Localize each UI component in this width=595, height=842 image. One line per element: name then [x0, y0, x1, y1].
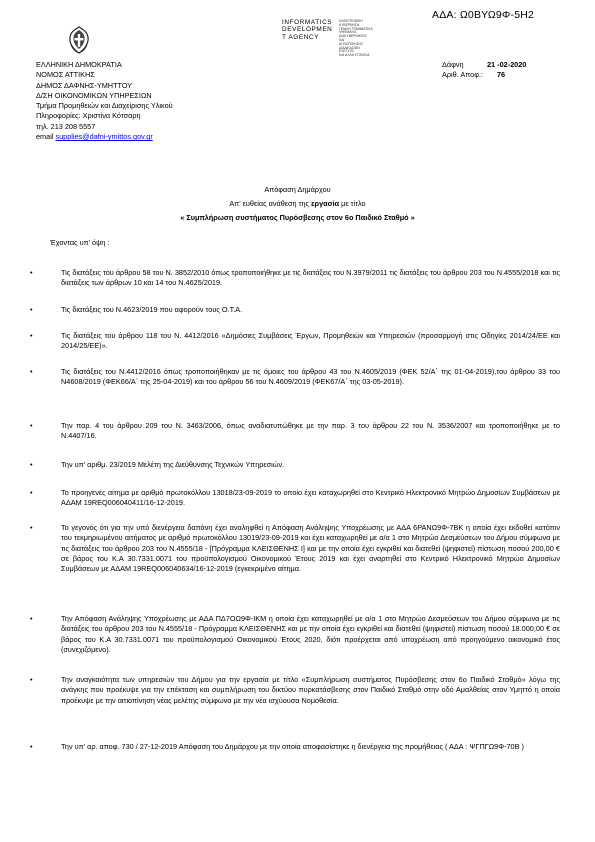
agency-small-line: ΔΙΑΔΙΚΑΣΙΩΝ: [339, 45, 360, 50]
agency-small-line: ΑΠΛΟΠΟΙΗΣΗΣ: [339, 41, 363, 46]
list-item-text: Την υπ' αρ. αποφ. 730 / 27-12-2019 Απόφαση του Δημάρχου με την οποία αποφασίστηκε η διενέργεια της προμήθειας ( ΑΔΑ : ΨΓΠΓΩ9Φ-70Β ): [61, 742, 524, 751]
bullet-icon: •: [30, 268, 33, 277]
agency-name: [282, 19, 332, 41]
bullet-icon: •: [30, 367, 33, 376]
coat-of-arms-icon: [68, 26, 90, 54]
agency-small-line: ΓΕΝΙΚΗ ΓΡΑΜΜΑΤΕΙΑ: [339, 26, 373, 31]
sender-email-row: [36, 132, 173, 142]
list-item-text: Την παρ. 4 του άρθρου 209 του Ν. 3463/2006, όπως αναδιατυπώθηκε με την παρ. 3 του άρθρου 22 του Ν. 3536/2007 και τροποποιήθηκε με το Ν.4407/16.: [61, 421, 560, 441]
list-item-text: Τις διατάξεις του άρθρου 118 του Ν. 4412/2016 «Δημόσιες Συμβάσεις Έργων, Προμηθειών και Υπηρεσιών (προσαρμογή στις Οδηγίες 2014/24/ΕΕ και 2014/25/ΕΕ)».: [61, 331, 560, 351]
agency-small-line: ΗΛΕΚΤΡΟΝΙΚΗ: [339, 19, 363, 23]
list-item-text: Το γεγονός ότι για την υπό διενέργεια δαπάνη έχει αναληφθεί η Απόφαση Ανάληψης Υποχρέωσης με ΑΔΑ 6ΡΑΝΩ9Φ-7ΒΚ η οποία έχει εκδοθεί κατόπιν του τεκμηριωμένου αιτήματος με αριθμό πρωτοκόλλου 13019/23-09-2019 και έχει καταχωρηθεί με α/α 1 στο Μητρώο Δεσμεύσεων του Δήμου σύμφωνα με τις διατάξεις του άρθρου 203 του Ν.4555/18 - [Πρόγραμμα ΚΛΕΙΣΘΕΝΗΣ Ι] και με την οποία έχει εγκριθεί και διατεθεί (ψηφιστεί) πίστωση ποσού 200,00 € σε βάρος του Κ.Α 30.7331.0071 του προϋπολογισμού Οικονομικού Έτους 2019 και έχει αναρτηθεί στο Κεντρικό Ηλεκτρονικό Μητρώο Δημοσίων Συμβάσεων με ΑΔΑΜ 19REQ006040634/16-12-2019 (εγκεκριμένο αίτημα.: [61, 523, 560, 574]
sender-line: ΝΟΜΟΣ ΑΤΤΙΚΗΣ: [36, 70, 95, 80]
sender-line: Τμήμα Προμηθειών και Διαχείρισης Υλικού: [36, 101, 173, 111]
decision-meta: [442, 60, 526, 81]
agency-small-line: ΕΛΕΓΧΟΣ: [339, 49, 355, 54]
heading-subtitle-post: με τίτλο: [339, 199, 366, 208]
agency-line: INFORMATICS: [282, 19, 333, 26]
list-item-text: Την Απόφαση Ανάληψης Υποχρέωσης με ΑΔΑ ΠΔ7ΟΩ9Φ-ΙΚΜ η οποία έχει καταχωρηθεί με α/α 1 στο Μητρώο Δεσμεύσεων του Δήμου σύμφωνα με τις διατάξεις του άρθρου 203 του Ν.4555/18 - Πρόγραμμα ΚΛΕΙΣΘΕΝΗΣ και με την οποία έχει εγκριθεί και διατεθεί (ψηφιστεί) πίστωση ποσού 18.000,00 € σε βάρος του Κ.Α 30.7331.0071 του προϋπολογισμού Οικονομικού Έτους 2020, διότι προέρχεται από υποχρέωση από προηγούμενο οικονομικό έτος (συνεχιζόμενο).: [61, 614, 560, 654]
agency-small-line: ΚΑΙ: [339, 37, 345, 42]
sender-line: ΔΗΜΟΣ ΔΑΦΝΗΣ-ΥΜΗΤΤΟΥ: [36, 80, 133, 90]
list-item-text: Τις διατάξεις του Ν.4623/2019 που αφορούν τους Ο.Τ.Α.: [61, 305, 243, 314]
sender-block: [36, 60, 173, 142]
bullet-icon: •: [30, 742, 33, 751]
bullet-icon: •: [30, 523, 33, 532]
agency-small-line: ΨΗΦΙΑΚΗΣ: [339, 30, 357, 35]
email-link[interactable]: supplies@dafni-ymittos.gov.gr: [55, 132, 153, 142]
agency-small-print: [339, 20, 373, 58]
sender-line: Πληροφορίες: Χριστίνα Κότσαρη: [36, 111, 141, 121]
decision-number-label: Αριθ. Αποφ.:: [442, 70, 483, 80]
bullet-icon: •: [30, 421, 33, 430]
heading-subtitle: [0, 199, 595, 208]
email-label: email: [36, 132, 56, 142]
sender-line: ΕΛΛΗΝΙΚΗ ΔΗΜΟΚΡΑΤΙΑ: [36, 60, 122, 69]
bullet-icon: •: [30, 614, 33, 623]
agency-small-line: ΚΑΙ ΑΛΛΑ ΣΤΟΙΧΕΙΑ: [339, 53, 370, 58]
list-item-text: Τις διατάξεις του άρθρου 58 του Ν. 3852/2010 όπως τροποποιήθηκε με τις διατάξεις του Ν.3979/2011 τις διατάξεις του άρθρου 203 του Ν.4555/2018 και τις διατάξεις των άρθρων 10 και 14 του Ν.4625/2019.: [61, 268, 560, 288]
agency-line: T AGENCY: [282, 33, 319, 41]
bullet-icon: •: [30, 305, 33, 314]
bullet-icon: •: [30, 675, 33, 684]
heading-project-title: « Συμπλήρωση συστήματος Πυρόσβεσης στον 6ο Παιδικό Σταθμό »: [180, 213, 415, 222]
list-item-text: Τις διατάξεις του Ν.4412/2016 όπως τροποποιήθηκαν με τις όμοιες του άρθρου 43 του Ν.4605/2019 (ΦΕΚ 52/Α΄ της 01-04-2019),του άρθρου 33 του Ν4608/2019 (ΦΕΚ66/Α΄ της 25-04-2019) και του άρθρου 56 του Ν.4609/2019 (ΦΕΚ67/Α΄ της 03-05-2019).: [61, 367, 560, 387]
heading-title: Απόφαση Δημάρχου: [264, 185, 331, 194]
agency-line: DEVELOPMEN: [282, 26, 333, 34]
list-item-text: Την υπ' αριθμ. 23/2019 Μελέτη της Διεύθυνσης Τεχνικών Υπηρεσιών.: [61, 460, 285, 469]
considering-intro: Έχοντας υπ' όψη :: [50, 238, 110, 247]
ada-code: ΑΔΑ: Ω0ΒΥΩ9Φ-5Η2: [432, 9, 535, 21]
sender-line: Δ/ΣΗ ΟΙΚΟΝΟΜΙΚΩΝ ΥΠΗΡΕΣΙΩΝ: [36, 90, 152, 100]
date-value: 21 -02-2020: [487, 60, 527, 69]
heading-subtitle-bold: εργασία: [311, 199, 340, 208]
bullet-icon: •: [30, 331, 33, 340]
list-item-text: Το προηγενές αίτημα με αριθμό πρωτοκόλλου 13018/23-09-2019 το οποίο έχει καταχωρηθεί στο Κεντρικό Ηλεκτρονικό Μητρώο Δημοσίων Συμβάσεων με ΑΔΑΜ 19REQ006040411/16-12-2019.: [61, 488, 560, 508]
heading-subtitle-pre: Απ' ευθείας ανάθεση της: [229, 199, 312, 208]
bullet-icon: •: [30, 460, 33, 469]
list-item-text: Την αναγκαιότητα των υπηρεσιών του Δήμου για την εργασία με τίτλο «Συμπλήρωση συστήματος Πυρόσβεσης στον 6ο Παιδικό Σταθμό» λόγω της ανάγκης που προέκυψε για την επέκταση και συμπλήρωση του δικτύου πυρκατάσβεσης στον Παιδικό Σταθμό στην οδό Αμαλθείας στον Υμηττό η οποία προέκυψε με την αιτιοπίνηση νέας μελέτης σύμφωνα με την νέα ισχύουσα Νομοθεσία.: [61, 675, 560, 705]
date-label: Δάφνη: [442, 60, 464, 69]
agency-small-line: ΔΙΑΚΥΒΕΡΝΗΣΗΣ: [339, 34, 367, 39]
decision-number-value: 76: [497, 70, 506, 80]
agency-small-line: ΚΥΒΕΡΝΗΣΗ: [339, 22, 360, 27]
bullet-icon: •: [30, 488, 33, 497]
sender-line: τηλ. 213 208 5557: [36, 121, 96, 131]
